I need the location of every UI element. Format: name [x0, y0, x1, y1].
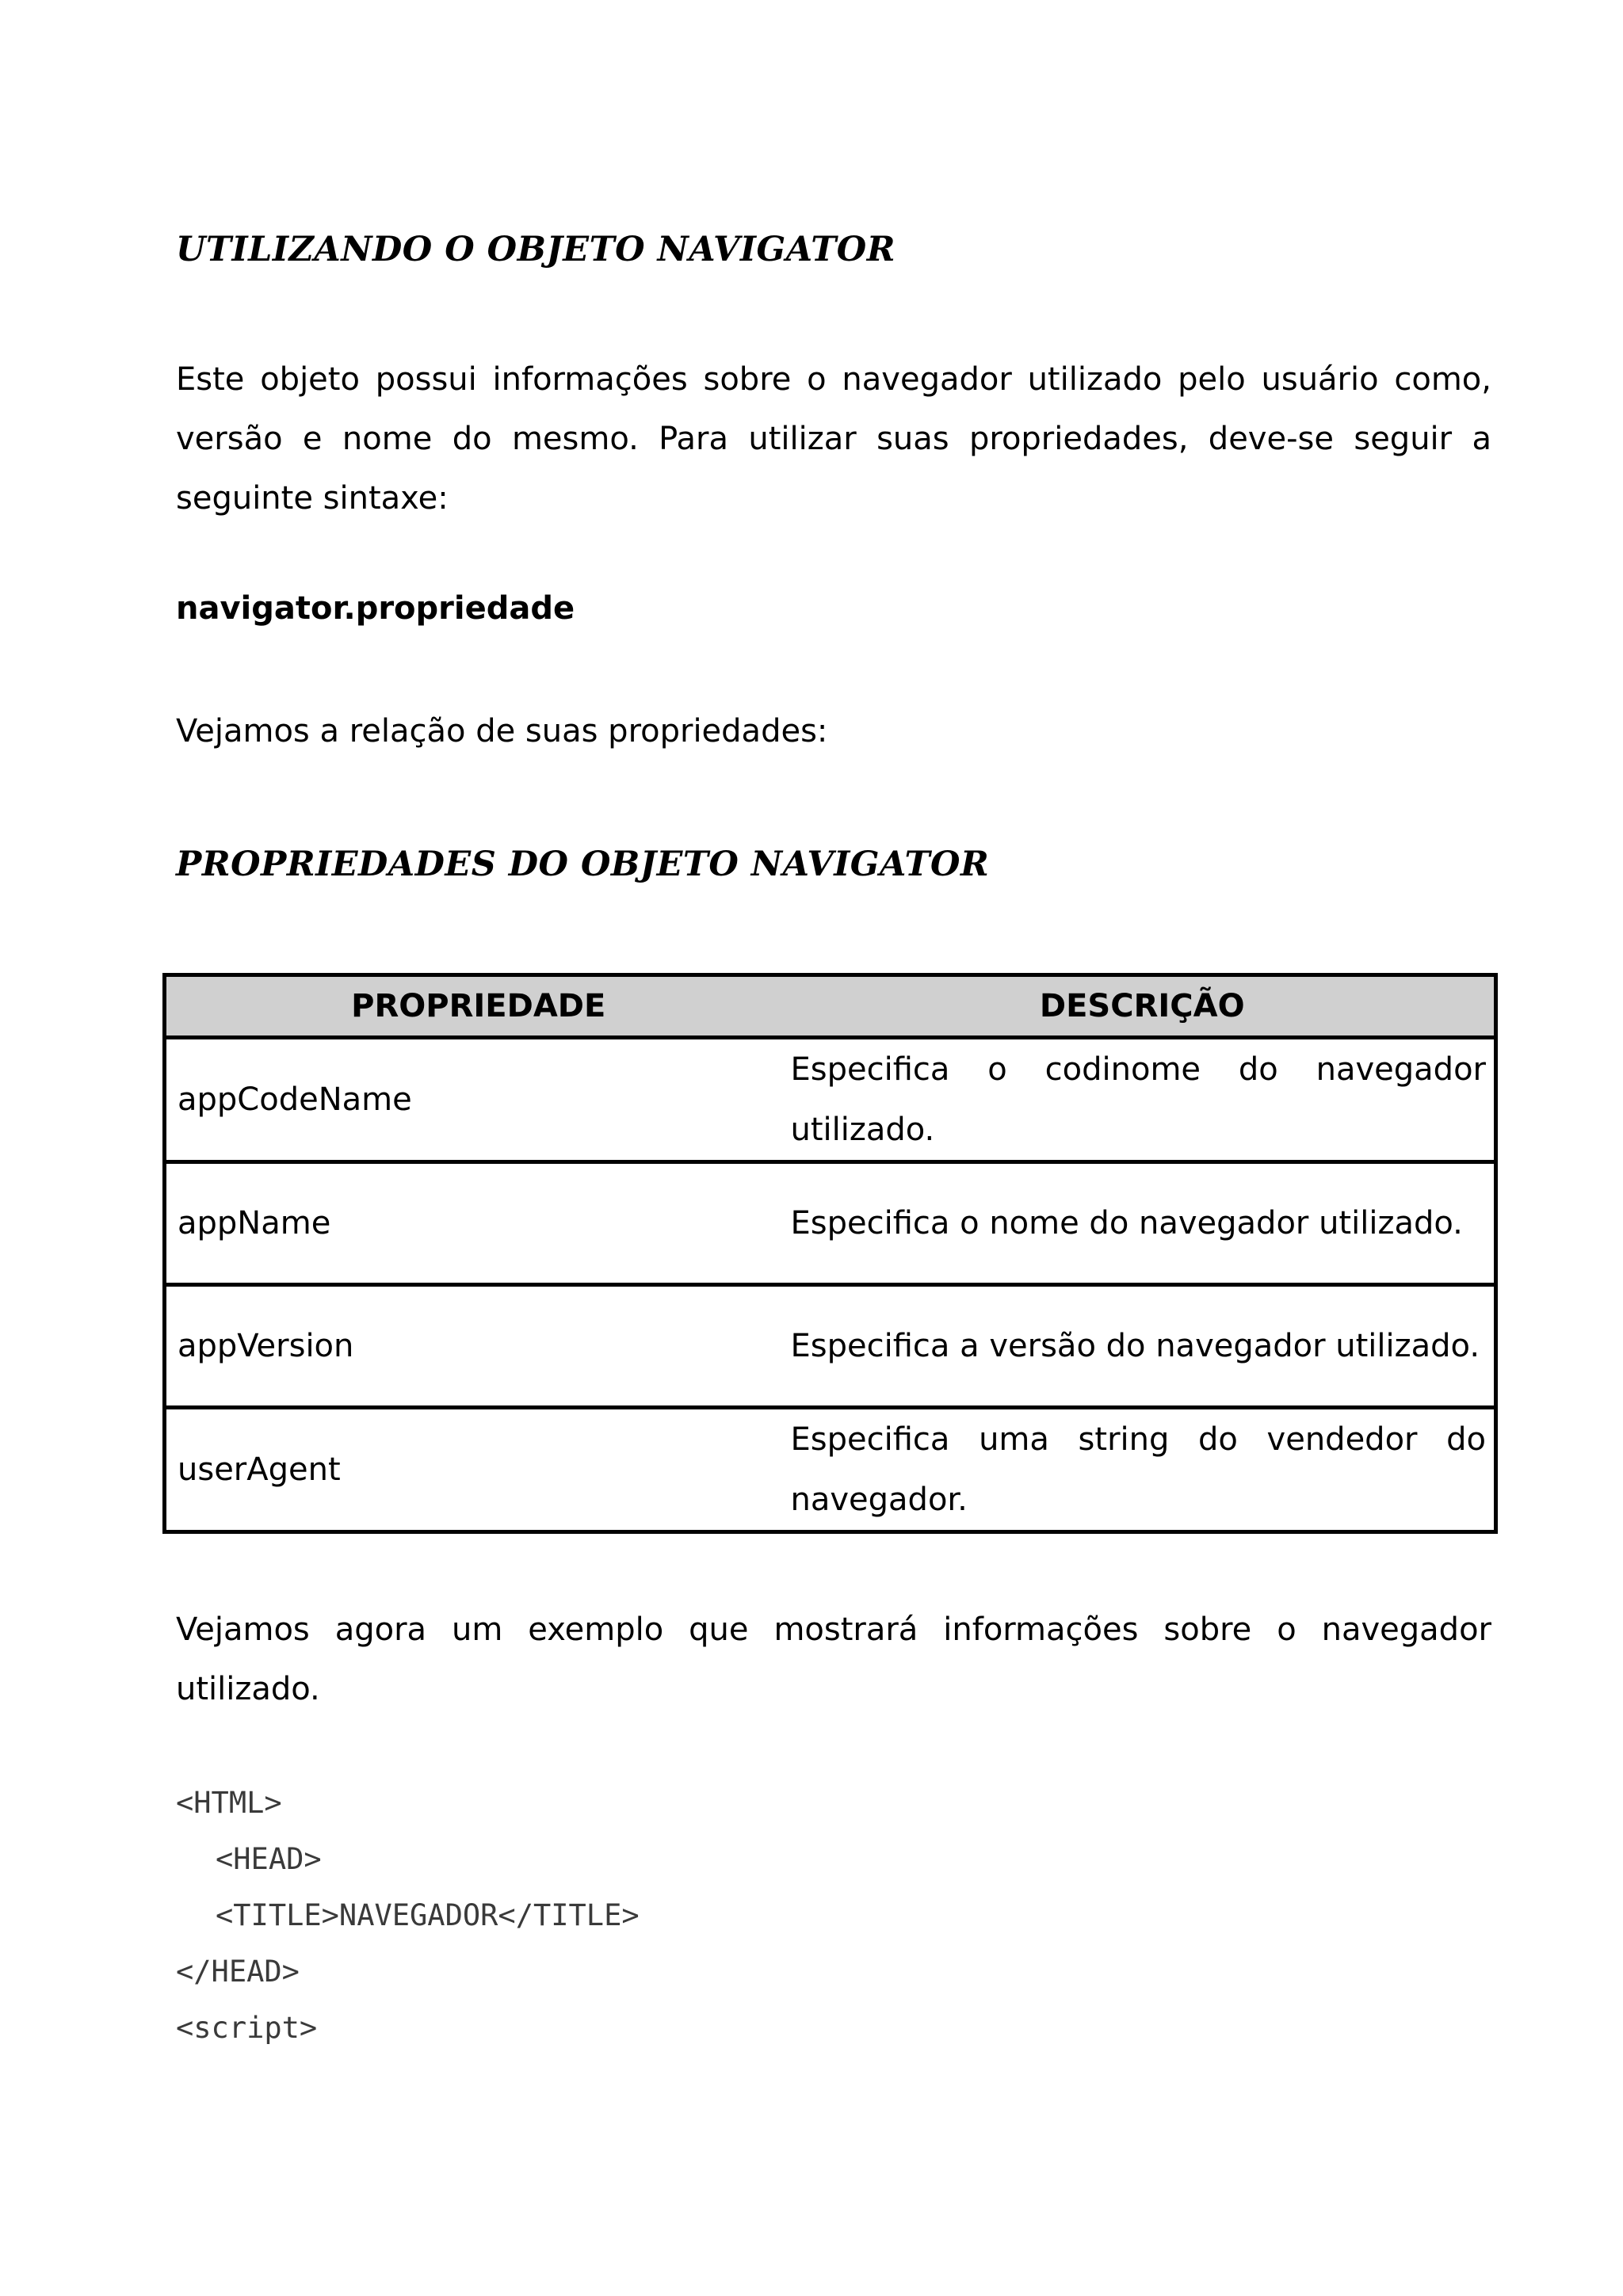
code-line: <TITLE>NAVEGADOR</TITLE>: [216, 1898, 640, 1932]
syntax-example: navigator.propriedade: [176, 590, 575, 627]
code-line: <HEAD>: [216, 1842, 322, 1876]
description-cell: Especifica o codinome do navegador utilizado.: [791, 1038, 1496, 1162]
code-line: </HEAD>: [176, 1955, 300, 1989]
property-cell: appCodeName: [165, 1038, 791, 1162]
description-cell: Especifica a versão do navegador utilizado.: [791, 1285, 1496, 1408]
table-header-row: [165, 975, 1496, 1038]
code-block: [176, 1775, 640, 2056]
relation-text: Vejamos a relação de suas propriedades:: [176, 713, 828, 749]
section-title: UTILIZANDO O OBJETO NAVIGATOR: [176, 230, 896, 269]
property-cell: appVersion: [165, 1285, 791, 1408]
table-title: PROPRIEDADES DO OBJETO NAVIGATOR: [176, 845, 990, 884]
header-property: PROPRIEDADE: [165, 975, 791, 1038]
table-row: [165, 1408, 1496, 1532]
property-cell: appName: [165, 1162, 791, 1285]
code-line: <script>: [176, 2011, 318, 2045]
property-cell: userAgent: [165, 1408, 791, 1532]
intro-paragraph: Este objeto possui informações sobre o navegador utilizado pelo usuário como, versão e nome do mesmo. Para utilizar suas propriedades, deve-se seguir a seguinte sintaxe:: [176, 361, 1491, 517]
table-row: [165, 1038, 1496, 1162]
table-row: [165, 1285, 1496, 1408]
header-description: DESCRIÇÃO: [791, 975, 1496, 1038]
example-paragraph: Vejamos agora um exemplo que mostrará informações sobre o navegador utilizado.: [176, 1611, 1491, 1707]
description-cell: Especifica uma string do vendedor do navegador.: [791, 1408, 1496, 1532]
properties-table: [162, 973, 1498, 1534]
code-line: <HTML>: [176, 1786, 282, 1820]
table-row: [165, 1162, 1496, 1285]
description-cell: Especifica o nome do navegador utilizado.: [791, 1162, 1496, 1285]
